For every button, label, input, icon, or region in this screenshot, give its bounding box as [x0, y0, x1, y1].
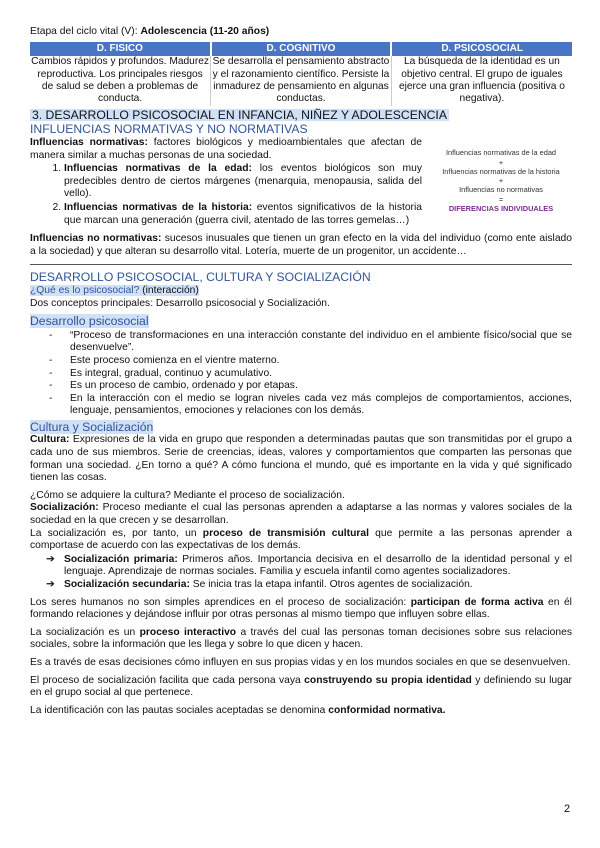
identidad-paragraph: El proceso de socialización facilita que cada persona vaya construyendo su propia identidad y definiendo su lugar en el grupo social al que pertenece. [30, 674, 572, 699]
decisiones-paragraph: Es a través de esas decisiones cómo influyen en sus propias vidas y en los mundos sociales en que se desenvuelven. [30, 656, 571, 668]
list-item: - Es integral, gradual, continuo y acumulativo. [30, 368, 572, 381]
activa-paragraph: Los seres humanos no son simples aprendices en el proceso de socialización: participan de forma activa en él formando relaciones y dejándose influir por otras personas al mismo tiempo que influyen sobre ellas. [30, 596, 572, 621]
cell-fisico: Cambios rápidos y profundos. Madurez reproductiva. Los principales riesgos de salud se deben a problemas de conducta. [31, 56, 209, 105]
conformidad-paragraph: La identificación con las pautas sociales aceptadas se denomina conformidad normativa. [30, 704, 446, 716]
header-fisico: D. FISICO [30, 42, 211, 57]
cell-psicosocial: La búsqueda de la identidad es un objetivo central. El grupo de iguales ejerce una gran influencia (positiva o negativa). [398, 56, 565, 105]
influencias-block [30, 137, 572, 227]
list-item: - En la interacción con el medio se logran niveles cada vez más complejos de comportamientos, acciones, lenguaje, pensamientos, emociones y relaciones con los demás. [30, 393, 572, 418]
psicosocial-question: ¿Qué es lo psicosocial? (interacción) [30, 284, 199, 296]
diagram-plus: + [498, 176, 504, 185]
cultura-definition: Cultura: Expresiones de la vida en grupo que responden a determinadas pautas que son transmitidas por el grupo a cada uno de sus miembros. Serie de creencias, ideas, valores y comportamientos que comparten las personas que forman una sociedad. ¿En torno a qué? A cómo funciona el mundo, qué es importante en la vida y qué significado tienen las cosas. [30, 434, 572, 484]
diagram-line: Influencias normativas de la edad [445, 148, 557, 157]
arrow-icon: ➔ [46, 579, 55, 590]
list-item: 2. Influencias normativas de la historia: eventos significativos de la historia que marcan una generación (guerra civil, atentado de las torres gemelas…) [64, 202, 422, 227]
socializacion-definition: Socialización: Proceso mediante el cual las personas aprenden a adaptarse a las normas y valores sociales de la sociedad en la que crecen y se desarrollan. [30, 502, 572, 527]
diagram-equals: = [498, 194, 504, 204]
page-number: 2 [564, 803, 571, 815]
stage-title: Etapa del ciclo vital (V): Adolescencia (11-20 años) [30, 26, 270, 37]
header-psicosocial: D. PSICOSOCIAL [391, 42, 572, 57]
no-normativas-definition: Influencias no normativas: sucesos inusuales que tienen un gran efecto en la vida del individuo (como ente aislado a la sociedad) y que alteran su desarrollo vital. Lotería, muerte de un progenitor, un accidente… [30, 233, 572, 257]
list-item: ➔ Socialización secundaria: Se inicia tras la etapa infantil. Otros agentes de socialización. [46, 579, 473, 590]
influencias-subtitle: INFLUENCIAS NORMATIVAS Y NO NORMATIVAS [30, 122, 308, 137]
diagram-line: Influencias normativas de la historia [442, 166, 560, 176]
list-item: - Es un proceso de cambio, ordenado y por etapas. [30, 380, 572, 393]
list-item: - “Proceso de transformaciones en una interacción constante del individuo en el ambiente físico/social que se desenvuelve”. [30, 330, 572, 355]
page-content [30, 26, 572, 717]
dps-title: DESARROLLO PSICOSOCIAL, CULTURA Y SOCIALIZACIÓN [30, 270, 371, 285]
divider [30, 264, 572, 265]
diagram-line: Influencias no normativas [459, 185, 543, 194]
development-table [30, 42, 572, 106]
table-row [30, 56, 572, 106]
diagram-plus: + [498, 157, 504, 167]
adquiere-line: ¿Cómo se adquiere la cultura? Mediante el proceso de socialización. [30, 489, 345, 501]
socializacion-list [30, 554, 572, 592]
list-item: ➔ Socialización primaria: Primeros años. Importancia decisiva en el desarrollo de la identidad personal y el lenguaje. Aprendizaje de normas sociales. Familia y escuela infantil como agentes socializadores. [46, 553, 572, 578]
list-item: 1. Influencias normativas de la edad: los eventos biológicos son muy predecibles dentro de ciertos márgenes (menarquia, menopausia, salida del vello). [64, 163, 422, 201]
influencias-diagram [428, 147, 574, 214]
interactivo-paragraph: La socialización es un proceso interactivo a través del cual las personas toman decisiones sobre sus relaciones sociales, sobre la información que les llega y sobre lo que dicen y hacen. [30, 626, 572, 651]
dp-list [30, 330, 572, 418]
normativas-list [30, 163, 422, 227]
transmision-paragraph: La socialización es, por tanto, un proceso de transmisión cultural que permite a las personas aprender a comportase de acuerdo con las expectativas de los demás. [30, 527, 572, 552]
normativas-definition: Influencias normativas: factores biológicos y medioambientales que afectan de manera similar a muchas personas de una sociedad. [30, 137, 423, 161]
cell-cognitivo: Se desarrolla el pensamiento abstracto y el razonamiento científico. Persiste la inmadurez de pensamiento en algunas conductas. [212, 56, 390, 105]
cs-heading: Cultura y Socialización [30, 419, 154, 434]
concepts-line: Dos conceptos principales: Desarrollo psicosocial y Socialización. [30, 297, 330, 309]
arrow-icon: ➔ [46, 553, 55, 565]
dp-heading: Desarrollo psicosocial [30, 314, 149, 329]
list-item: - Este proceso comienza en el vientre materno. [30, 355, 572, 368]
table-header-row [30, 42, 572, 57]
section-3-title: 3. DESARROLLO PSICOSOCIAL EN INFANCIA, NIÑEZ Y ADOLESCENCIA [32, 107, 447, 122]
diagram-result: DIFERENCIAS INDIVIDUALES [448, 203, 554, 213]
header-cognitivo: D. COGNITIVO [211, 42, 392, 57]
